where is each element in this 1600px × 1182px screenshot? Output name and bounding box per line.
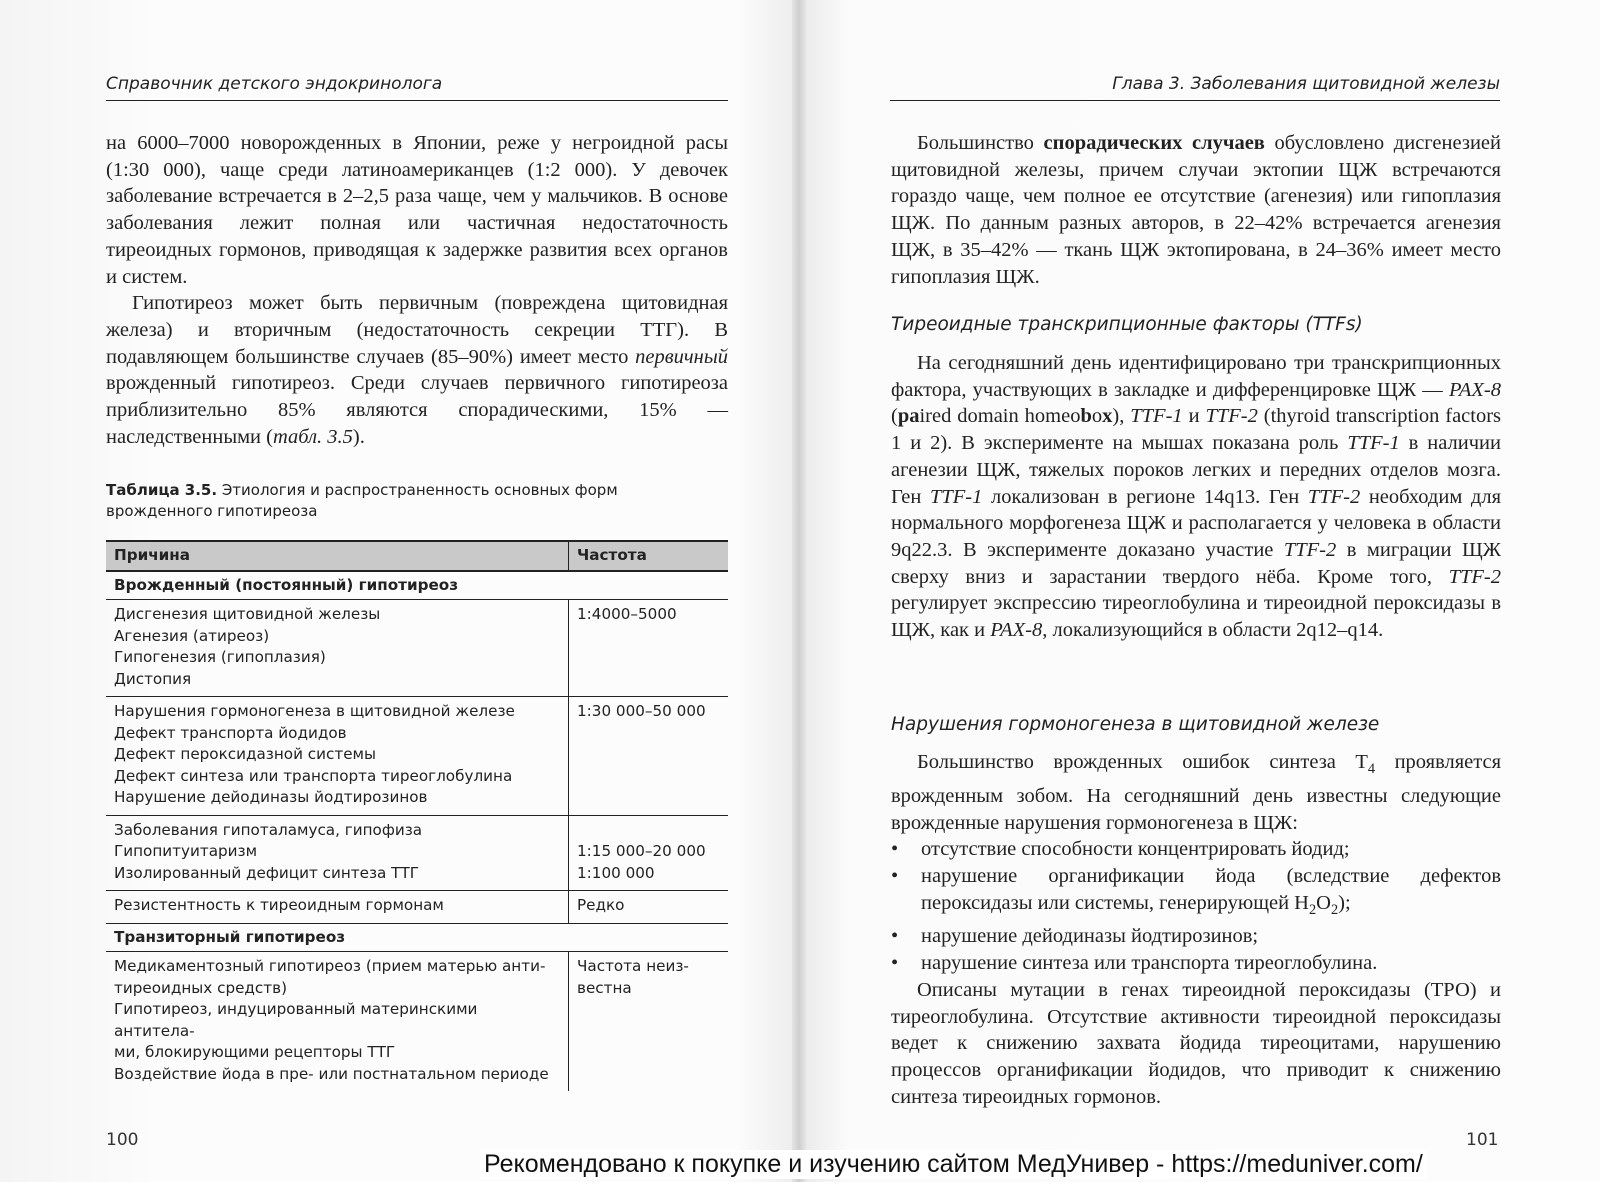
left-body-text: [106, 130, 728, 450]
table-section-congenital: Врожденный (постоянный) гипотиреоз: [106, 571, 728, 600]
frequency-line: вестна: [577, 978, 632, 997]
right-paragraph-3: [891, 749, 1501, 836]
cause-line: тиреоидных средств): [114, 978, 288, 997]
cause-line: Дистопия: [114, 669, 192, 688]
right-running-head: Глава 3. Заболевания щитовидной железы: [890, 74, 1500, 101]
cause-line: Медикаментозный гипотиреоз (прием матерью анти-: [114, 957, 546, 975]
frequency-cell: [569, 952, 729, 1092]
text-run: проявляется врожденным зобом. На сегодняшний день известны следующие врожденные нарушения гормоногенеза в ЩЖ:: [891, 751, 1501, 834]
book-gutter: [792, 0, 806, 1182]
text-run: Гипотиреоз может быть первичным (повреждена щитовидная железа) и вторичным (недостаточность секреции ТТГ). В подавляющем большинстве случаев (85–90%) имеет место: [106, 292, 728, 368]
text-run: o: [1091, 405, 1103, 428]
left-paragraph-1: на 6000–7000 новорожденных в Японии, реже у негроидной расы (1:30 000), чаще среди латиноамериканцев (1:2 000). У девочек заболевание встречается в 2–2,5 раза чаще, чем у мальчиков. В основе заболевания лежит полная или частичная недостаточность тиреоидных гормонов, приводящая к задержке развития всех органов и систем.: [106, 132, 728, 288]
text-run: и: [1182, 405, 1206, 428]
subscript: 2: [1309, 901, 1317, 918]
text-run: Большинство врожденных ошибок синтеза Т: [917, 751, 1368, 773]
column-header-cause: Причина: [106, 541, 569, 571]
text-run: нарушение органификации йода (вследствие дефектов пероксидазы или системы, генерирующей H: [921, 864, 1501, 914]
bold-letters: x: [1102, 405, 1113, 428]
right-paragraph-2: [891, 350, 1501, 644]
table-caption-text: Этиология и распространенность основных форм врожденного гипотиреоза: [106, 481, 618, 520]
etiology-table: [106, 540, 728, 1091]
defects-list: [891, 836, 1501, 977]
table-row: [106, 952, 728, 1092]
subheading-ttfs: Тиреоидные транскрипционные факторы (TTFs): [891, 314, 1363, 335]
right-paragraph-4: Описаны мутации в генах тиреоидной пероксидазы (ТРО) и тиреоглобулина. Отсутствие активности тиреоидной пероксидазы ведет к снижению захвата йодида тиреоцитами, нарушению процессов органификации йодидов, что приводит к снижению синтеза тиреоидных гормонов.: [891, 978, 1501, 1108]
bold-letters: pa: [897, 405, 920, 428]
text-run: ).: [352, 425, 365, 448]
right-body-text-1: [891, 130, 1501, 290]
text-run: локализован в регионе 14q13. Ген: [982, 485, 1308, 508]
text-run: (: [891, 405, 898, 428]
cause-line: Дефект транспорта йодидов: [114, 723, 347, 742]
left-paragraph-2: [106, 290, 728, 450]
list-item: • отсутствие способности концентрировать йодид;: [891, 836, 1501, 863]
frequency-line: 1:15 000–20 000: [577, 842, 706, 860]
right-body-text-2: [891, 350, 1501, 644]
frequency-line: 1:100 000: [577, 863, 655, 882]
text-run: ired domain homeo: [919, 405, 1081, 428]
frequency-cell: 1:4000–5000: [569, 600, 729, 697]
frequency-line: Частота неиз-: [577, 957, 689, 975]
frequency-cell: 1:30 000–50 000: [569, 697, 729, 816]
list-item: • нарушение синтеза или транспорта тиреоглобулина.: [891, 950, 1501, 977]
cause-line: Агенезия (атиреоз): [114, 626, 270, 645]
text-run: регулирует экспрессию тиреоглобулина и тиреоидной пероксидазы в ЩЖ, как и: [891, 592, 1501, 642]
table-row: [106, 697, 728, 816]
cause-cell: [106, 697, 569, 816]
text-run: в миграции ЩЖ сверху вниз и зарастании твердого нёба. Кроме того,: [891, 538, 1501, 588]
cause-cell: [106, 600, 569, 697]
emphasis-primary: первичный: [635, 345, 728, 368]
cause-line: Гипогенезия (гипоплазия): [114, 648, 326, 666]
cause-line: Гипотиреоз, индуцированный материнскими антитела-: [114, 1000, 478, 1040]
gene-name: TTF-1: [1347, 432, 1400, 455]
cause-line: Нарушения гормоногенеза в щитовидной железе: [114, 702, 515, 720]
cause-line: Дисгенезия щитовидной железы: [114, 605, 381, 623]
table-caption-label: Таблица 3.5.: [106, 481, 218, 499]
gene-name: PAX-8: [1448, 378, 1501, 401]
text-run: );: [1338, 891, 1351, 914]
frequency-cell: Редко: [569, 891, 729, 924]
text-run: необходим для нормального морфогенеза ЩЖ и располагается у человека в области 9q22.3. В эксперименте доказано участие: [891, 485, 1501, 561]
cause-line: Дефект пероксидазной системы: [114, 745, 376, 763]
cause-line: Воздействие йода в пре- или постнатальном периоде: [114, 1064, 549, 1083]
watermark-banner: Рекомендовано к покупке и изучению сайтом МедУнивер - https://meduniver.com/: [480, 1150, 1427, 1179]
list-item: • нарушение дейодиназы йодтирозинов;: [891, 923, 1501, 950]
text-run: На сегодняшний день идентифицировано три транскрипционных фактора, участвующих в закладке и дифференцировке ЩЖ —: [891, 352, 1501, 401]
right-paragraph-1: [891, 130, 1501, 290]
right-page-number: 101: [1466, 1130, 1499, 1150]
bold-term: спорадических случаев: [1043, 132, 1265, 154]
gene-name: TTF-1: [1130, 405, 1183, 428]
gene-name: TTF-2: [1283, 538, 1337, 561]
table-row: [106, 815, 728, 891]
text-run: врожденный гипотиреоз. Среди случаев первичного гипотиреоза приблизительно 85% являются спорадическими, 15% — наследственными (: [106, 372, 728, 448]
subheading-hormonogenesis: Нарушения гормоногенеза в щитовидной железе: [891, 714, 1380, 735]
gene-name: TTF-1: [929, 485, 983, 508]
text-run: , локализующийся в области 2q12–q14.: [1042, 619, 1384, 642]
table-row: [106, 600, 728, 697]
text-run: ),: [1112, 405, 1131, 428]
text-run: (thyroid transcription factors 1 и 2). В эксперименте на мышах показана роль: [891, 405, 1502, 455]
bold-letters: b: [1080, 405, 1092, 428]
gene-name: TTF-2: [1307, 485, 1361, 508]
text-run: Большинство: [917, 132, 1044, 154]
gene-name: TTF-2: [1448, 565, 1501, 588]
cause-cell: Резистентность к тиреоидным гормонам: [106, 891, 569, 924]
cause-line: Нарушение дейодиназы йодтирозинов: [114, 788, 428, 806]
right-body-text-3: [891, 749, 1501, 1110]
cause-cell: [106, 815, 569, 891]
list-item: [891, 863, 1501, 924]
cause-line: Заболевания гипоталамуса, гипофиза: [114, 820, 423, 839]
frequency-cell: [569, 815, 729, 891]
table-caption: [106, 480, 666, 522]
subscript: 4: [1367, 761, 1376, 778]
cause-cell: [106, 952, 569, 1092]
text-run: O: [1316, 891, 1331, 914]
cause-line: Изолированный дефицит синтеза ТТГ: [114, 863, 419, 882]
text-run: обусловлено дисгенезией щитовидной железы, причем случаи эктопии ЩЖ встречаются гораздо чаще, чем полное ее отсутствие (агенезия) или гипоплазия ЩЖ. По данным разных авторов, в 22–42% встречается агенезия ЩЖ, в 35–42% — ткань ЩЖ эктопирована, в 24–36% имеет место гипоплазия ЩЖ.: [891, 132, 1501, 288]
gene-name: PAX-8: [990, 619, 1043, 642]
table-reference: табл. 3.5: [272, 425, 353, 448]
cause-line: Дефект синтеза или транспорта тиреоглобулина: [114, 766, 513, 785]
table-section-transient: Транзиторный гипотиреоз: [106, 923, 728, 952]
column-header-frequency: Частота: [569, 541, 729, 571]
gene-name: TTF-2: [1205, 405, 1258, 428]
cause-line: ми, блокирующими рецепторы ТТГ: [114, 1043, 396, 1061]
subscript: 2: [1330, 901, 1339, 918]
table-row: [106, 891, 728, 924]
text-run: в наличии агенезии ЩЖ, тяжелых пороков легких и передних отделов мозга. Ген: [891, 432, 1502, 508]
cause-line: Гипопитуитаризм: [114, 842, 258, 860]
left-running-head: Справочник детского эндокринолога: [106, 74, 728, 101]
left-page-number: 100: [106, 1130, 139, 1150]
